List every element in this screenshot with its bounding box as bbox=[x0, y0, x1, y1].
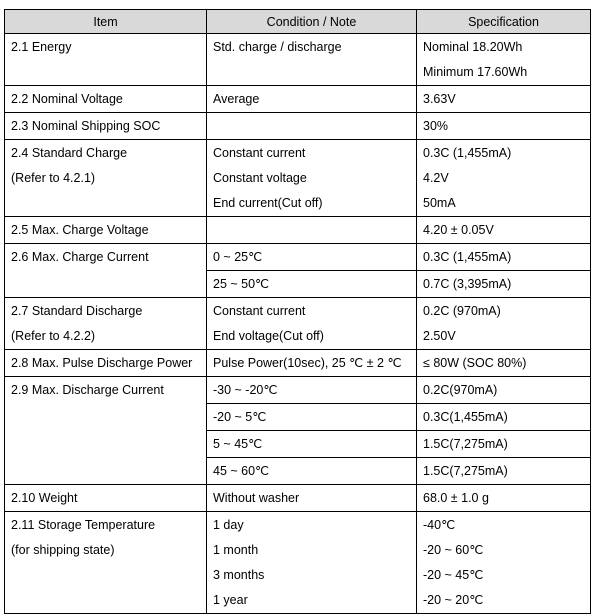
condition-cell-line: Std. charge / discharge bbox=[213, 40, 342, 54]
condition-cell-line: 1 month bbox=[213, 543, 259, 557]
specification-cell bbox=[417, 86, 591, 113]
table-row bbox=[5, 113, 591, 140]
item-cell-line: 2.5 Max. Charge Voltage bbox=[11, 223, 149, 237]
condition-cell bbox=[207, 458, 417, 485]
specification-cell-line: 0.3C (1,455mA) bbox=[423, 250, 512, 264]
item-cell bbox=[5, 113, 207, 140]
condition-cell-line: -20 ~ 5℃ bbox=[213, 410, 267, 424]
header-row bbox=[5, 10, 591, 34]
specification-cell-line: Minimum 17.60Wh bbox=[423, 65, 528, 79]
specification-cell-line: 0.2C (970mA) bbox=[423, 304, 501, 318]
specification-cell bbox=[417, 140, 591, 217]
condition-cell bbox=[207, 34, 417, 86]
specification-cell bbox=[417, 34, 591, 86]
item-cell-line: 2.8 Max. Pulse Discharge Power bbox=[11, 356, 193, 370]
specification-cell-line: 0.3C(1,455mA) bbox=[423, 410, 508, 424]
specification-cell bbox=[417, 512, 591, 614]
condition-cell bbox=[207, 431, 417, 458]
item-cell-line: 2.11 Storage Temperature bbox=[11, 518, 156, 532]
item-cell bbox=[5, 298, 207, 350]
specification-cell-line: -40℃ bbox=[423, 518, 456, 532]
item-cell bbox=[5, 217, 207, 244]
specification-cell-line: 1.5C(7,275mA) bbox=[423, 464, 508, 478]
table-row bbox=[5, 34, 591, 86]
item-cell-line: 2.4 Standard Charge bbox=[11, 146, 128, 160]
condition-cell bbox=[207, 485, 417, 512]
specification-cell-line: -20 ~ 60℃ bbox=[423, 543, 484, 557]
specification-cell-line: 4.2V bbox=[423, 171, 449, 185]
condition-cell-line: 1 year bbox=[213, 593, 248, 607]
condition-cell bbox=[207, 86, 417, 113]
specification-cell bbox=[417, 350, 591, 377]
table-row bbox=[5, 86, 591, 113]
specification-cell-line: Nominal 18.20Wh bbox=[423, 40, 523, 54]
item-cell-line: (Refer to 4.2.1) bbox=[11, 171, 96, 185]
header-condition: Condition / Note bbox=[207, 10, 417, 34]
condition-cell bbox=[207, 113, 417, 140]
condition-cell-line: End voltage(Cut off) bbox=[213, 329, 324, 343]
condition-cell-line: 3 months bbox=[213, 568, 265, 582]
condition-cell bbox=[207, 244, 417, 271]
condition-cell bbox=[207, 217, 417, 244]
condition-cell bbox=[207, 271, 417, 298]
condition-cell bbox=[207, 512, 417, 614]
table-row bbox=[5, 350, 591, 377]
specification-cell-line: 50mA bbox=[423, 196, 456, 210]
table-body bbox=[5, 34, 591, 614]
item-cell-line: (Refer to 4.2.2) bbox=[11, 329, 96, 343]
item-cell-line: 2.10 Weight bbox=[11, 491, 78, 505]
specification-cell bbox=[417, 377, 591, 404]
condition-cell-line: Without washer bbox=[213, 491, 300, 505]
condition-cell-line: Constant voltage bbox=[213, 171, 307, 185]
item-cell-line bbox=[11, 191, 206, 216]
condition-cell-line bbox=[213, 114, 416, 139]
condition-cell bbox=[207, 377, 417, 404]
item-cell bbox=[5, 377, 207, 485]
specification-cell bbox=[417, 485, 591, 512]
specification-cell-line: 68.0 ± 1.0 g bbox=[423, 491, 489, 505]
item-cell-line bbox=[11, 60, 206, 85]
condition-cell-line: 5 ~ 45℃ bbox=[213, 437, 263, 451]
condition-cell-line: End current(Cut off) bbox=[213, 196, 323, 210]
specification-cell bbox=[417, 217, 591, 244]
item-cell-line: 2.6 Max. Charge Current bbox=[11, 250, 149, 264]
condition-cell-line: 1 day bbox=[213, 518, 244, 532]
specification-cell-line: 2.50V bbox=[423, 329, 456, 343]
item-cell bbox=[5, 86, 207, 113]
specification-cell bbox=[417, 404, 591, 431]
header-item: Item bbox=[5, 10, 207, 34]
item-cell-line: 2.9 Max. Discharge Current bbox=[11, 383, 164, 397]
item-cell bbox=[5, 34, 207, 86]
condition-cell-line bbox=[213, 60, 416, 85]
header-specification: Specification bbox=[417, 10, 591, 34]
specification-cell-line: -20 ~ 45℃ bbox=[423, 568, 484, 582]
specification-cell-line: 3.63V bbox=[423, 92, 456, 106]
condition-cell-line: 45 ~ 60℃ bbox=[213, 464, 270, 478]
table-row bbox=[5, 512, 591, 614]
item-cell bbox=[5, 485, 207, 512]
condition-cell-line bbox=[213, 218, 416, 243]
condition-cell-line: Pulse Power(10sec), 25 ℃ ± 2 ℃ bbox=[213, 356, 402, 370]
item-cell-line bbox=[11, 563, 206, 588]
condition-cell bbox=[207, 404, 417, 431]
condition-cell-line: 0 ~ 25℃ bbox=[213, 250, 263, 264]
condition-cell-line: 25 ~ 50℃ bbox=[213, 277, 270, 291]
condition-cell-line: Constant current bbox=[213, 146, 306, 160]
condition-cell bbox=[207, 140, 417, 217]
item-cell-line: 2.1 Energy bbox=[11, 40, 72, 54]
condition-cell-line: Average bbox=[213, 92, 260, 106]
item-cell-line: 2.2 Nominal Voltage bbox=[11, 92, 123, 106]
specification-cell bbox=[417, 271, 591, 298]
specification-cell bbox=[417, 113, 591, 140]
specification-cell-line: 0.3C (1,455mA) bbox=[423, 146, 512, 160]
item-cell-line: 2.7 Standard Discharge bbox=[11, 304, 143, 318]
table-row bbox=[5, 377, 591, 404]
item-cell bbox=[5, 512, 207, 614]
specification-cell bbox=[417, 298, 591, 350]
item-cell-line bbox=[11, 588, 206, 613]
item-cell-line: 2.3 Nominal Shipping SOC bbox=[11, 119, 161, 133]
specification-cell-line: 1.5C(7,275mA) bbox=[423, 437, 508, 451]
specification-cell bbox=[417, 458, 591, 485]
specification-table bbox=[4, 9, 591, 614]
item-cell bbox=[5, 350, 207, 377]
condition-cell-line: -30 ~ -20℃ bbox=[213, 383, 278, 397]
specification-cell bbox=[417, 244, 591, 271]
specification-cell-line: 30% bbox=[423, 119, 449, 133]
specification-cell-line: -20 ~ 20℃ bbox=[423, 593, 484, 607]
specification-cell-line: 0.7C (3,395mA) bbox=[423, 277, 512, 291]
specification-cell-line: 0.2C(970mA) bbox=[423, 383, 498, 397]
condition-cell bbox=[207, 350, 417, 377]
item-cell bbox=[5, 244, 207, 298]
table-row bbox=[5, 244, 591, 271]
table-row bbox=[5, 298, 591, 350]
condition-cell-line: Constant current bbox=[213, 304, 306, 318]
specification-cell-line: 4.20 ± 0.05V bbox=[423, 223, 494, 237]
table-row bbox=[5, 140, 591, 217]
table-row bbox=[5, 217, 591, 244]
specification-cell-line: ≤ 80W (SOC 80%) bbox=[423, 356, 527, 370]
condition-cell bbox=[207, 298, 417, 350]
item-cell-line: (for shipping state) bbox=[11, 543, 115, 557]
item-cell bbox=[5, 140, 207, 217]
table-row bbox=[5, 485, 591, 512]
specification-cell bbox=[417, 431, 591, 458]
